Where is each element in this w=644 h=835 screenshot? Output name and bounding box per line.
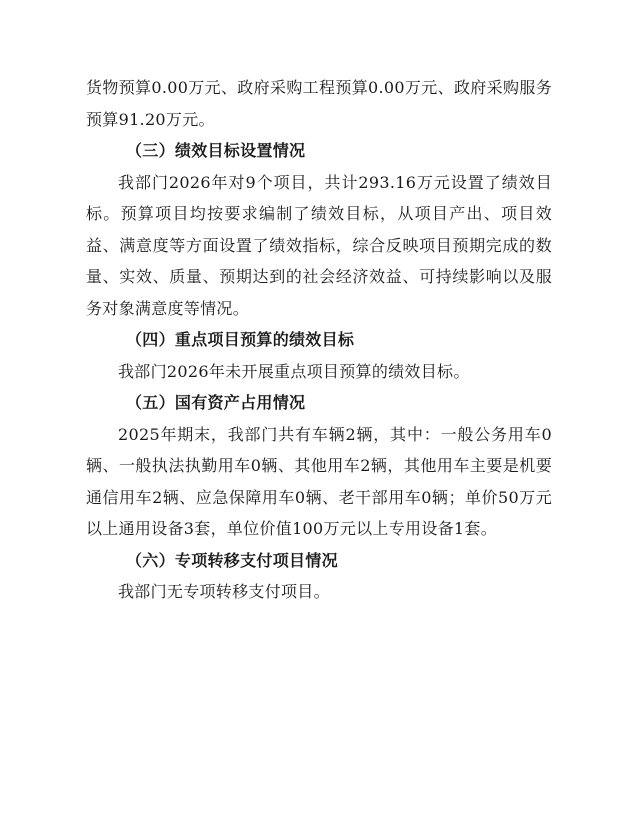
section-heading-key-projects: （四）重点项目预算的绩效目标 xyxy=(126,330,355,349)
section-heading-performance-goals: （三）绩效目标设置情况 xyxy=(126,141,306,160)
paragraph-state-assets: 2025年期末，我部门共有车辆2辆，其中：一般公务用车0辆、一般执法执勤用车0辆、其他用车2辆，其他用车主要是机要通信用车2辆、应急保障用车0辆、老干部用车0辆；单价50万元以上通用设备3套，单位价值100万元以上专用设备1套。 xyxy=(86,424,552,538)
section-heading-state-assets: （五）国有资产占用情况 xyxy=(126,393,306,412)
paragraph-performance-goals: 我部门2026年对9个项目，共计293.16万元设置了绩效目标。预算项目均按要求编制了绩效目标，从项目产出、项目效益、满意度等方面设置了绩效指标，综合反映项目预期完成的数量、实效、质量、预期达到的社会经济效益、可持续影响以及服务对象满意度等情况。 xyxy=(86,172,552,318)
paragraph-transfer-payments: 我部门无专项转移支付项目。 xyxy=(118,582,330,601)
section-heading-transfer-payments: （六）专项转移支付项目情况 xyxy=(126,550,338,570)
paragraph-budget-tail: 货物预算0.00万元、政府采购工程预算0.00万元、政府采购服务预算91.20万元。 xyxy=(86,78,552,129)
document-body xyxy=(86,72,552,608)
paragraph-key-projects: 我部门2026年未开展重点项目预算的绩效目标。 xyxy=(118,361,470,381)
